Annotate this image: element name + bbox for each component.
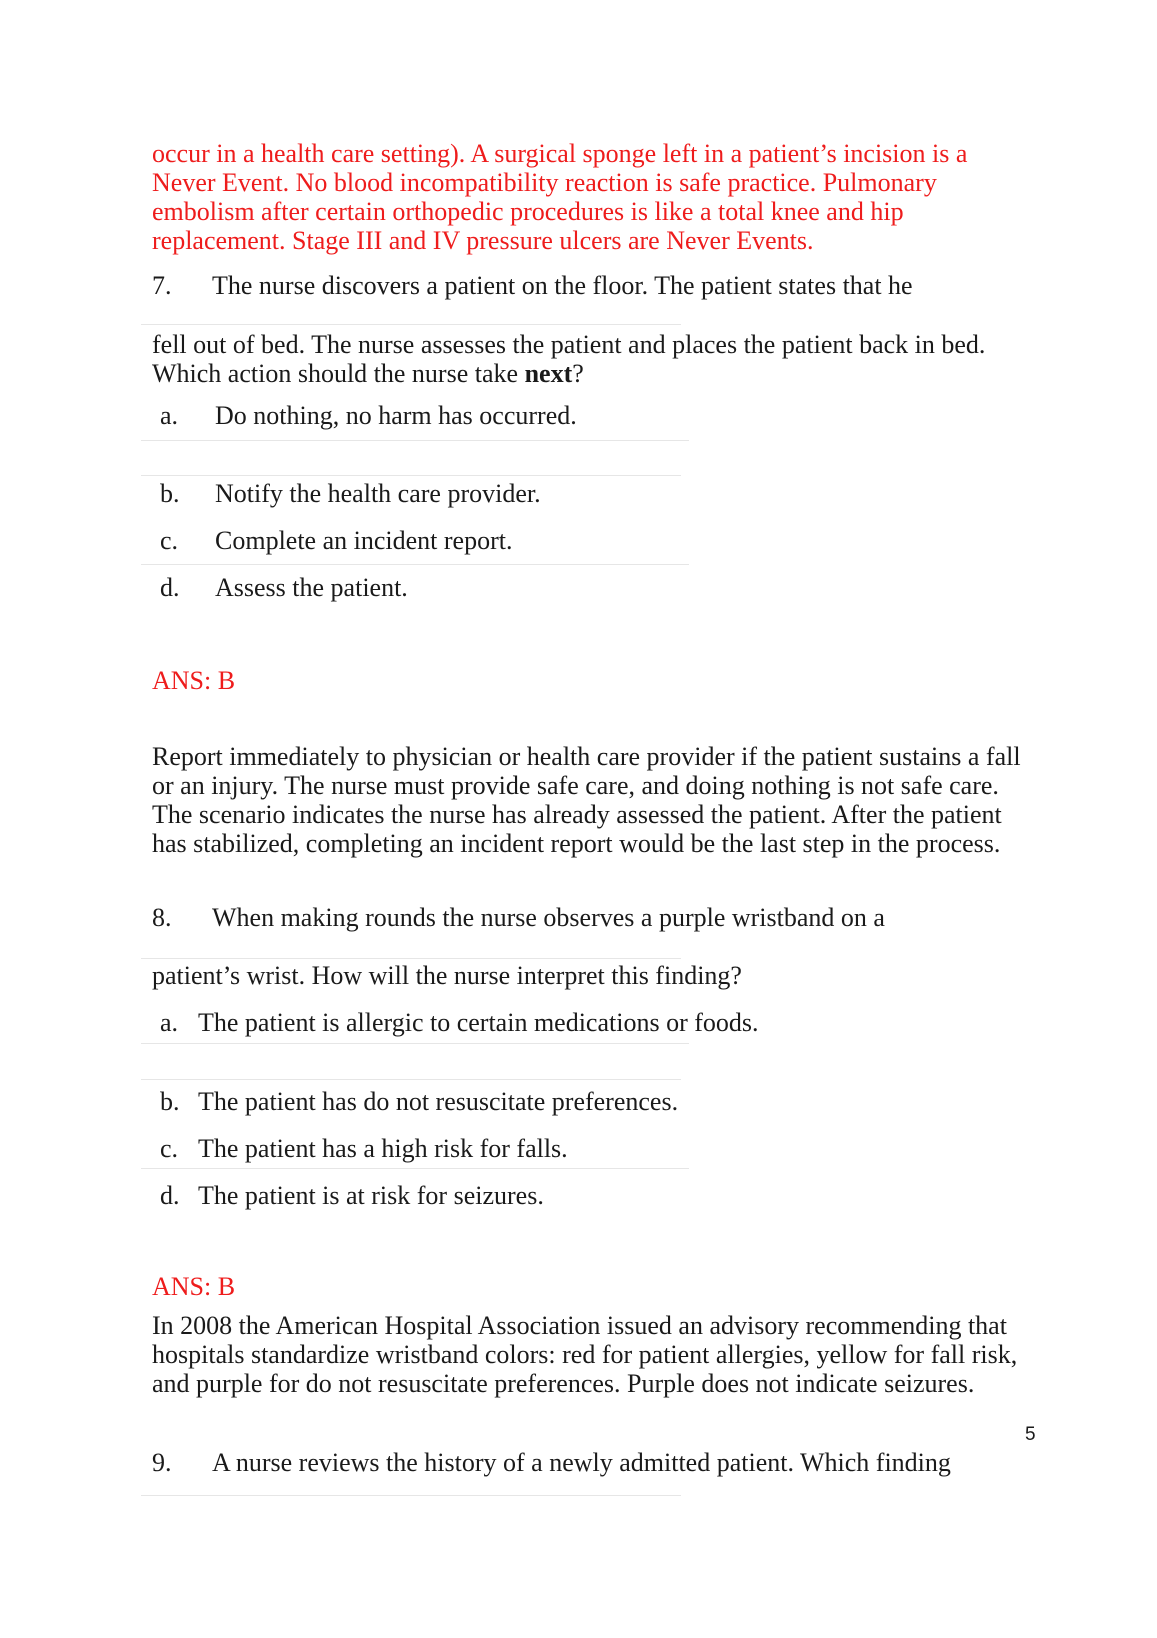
emphasis-next: next bbox=[524, 359, 573, 388]
question-number: 7. bbox=[152, 271, 172, 300]
question-number: 8. bbox=[152, 903, 172, 932]
answer-label: ANS: B bbox=[152, 666, 236, 695]
answer-label: ANS: B bbox=[152, 1272, 236, 1301]
question-9-header bbox=[152, 1448, 951, 1477]
divider bbox=[141, 564, 689, 565]
option-a: a. The patient is allergic to certain medications or foods. bbox=[160, 1008, 759, 1037]
question-stem-line1: When making rounds the nurse observes a purple wristband on a bbox=[212, 903, 885, 932]
question-7-header bbox=[152, 271, 913, 300]
divider bbox=[141, 1043, 689, 1044]
divider bbox=[141, 324, 681, 325]
rationale-top: occur in a health care setting). A surgical sponge left in a patient’s incision is a Never Event. No blood incompatibility reaction is safe practice. Pulmonary embolism after certain orthopedic procedures is like a total knee and hip replacement. Stage III and IV pressure ulcers are Never Events. bbox=[152, 139, 968, 255]
option-d: d. The patient is at risk for seizures. bbox=[160, 1181, 544, 1210]
question-8-header bbox=[152, 903, 885, 932]
page-number: 5 bbox=[1025, 1424, 1036, 1445]
question-stem-line1: A nurse reviews the history of a newly admitted patient. Which finding bbox=[212, 1448, 951, 1477]
option-a: a. Do nothing, no harm has occurred. bbox=[160, 401, 577, 430]
question-number: 9. bbox=[152, 1448, 172, 1477]
divider bbox=[141, 1495, 681, 1496]
divider bbox=[141, 440, 689, 441]
option-c: c. The patient has a high risk for falls. bbox=[160, 1134, 568, 1163]
divider bbox=[141, 958, 681, 959]
question-7-rationale: Report immediately to physician or health care provider if the patient sustains a fall or an injury. The nurse must provide safe care, and doing nothing is not safe care. The scenario indicates the nurse has already assessed the patient. After the patient has stabilized, completing an incident report would be the last step in the process. bbox=[152, 742, 1021, 858]
option-c: c. Complete an incident report. bbox=[160, 526, 513, 555]
question-8-rationale: In 2008 the American Hospital Association issued an advisory recommending that hospitals standardize wristband colors: red for patient allergies, yellow for fall risk, and purple for do not resuscitate preferences. Purple does not indicate seizures. bbox=[152, 1311, 1018, 1398]
divider bbox=[141, 1168, 689, 1169]
question-7-stem: fell out of bed. The nurse assesses the patient and places the patient back in bed. Which action should the nurse take next? bbox=[152, 330, 986, 388]
question-8-stem: patient’s wrist. How will the nurse interpret this finding? bbox=[152, 961, 742, 990]
divider bbox=[141, 1079, 681, 1080]
divider bbox=[141, 475, 681, 476]
option-b: b. Notify the health care provider. bbox=[160, 479, 541, 508]
question-stem-line1: The nurse discovers a patient on the floor. The patient states that he bbox=[212, 271, 913, 300]
option-b: b. The patient has do not resuscitate preferences. bbox=[160, 1087, 679, 1116]
option-d: d. Assess the patient. bbox=[160, 573, 408, 602]
